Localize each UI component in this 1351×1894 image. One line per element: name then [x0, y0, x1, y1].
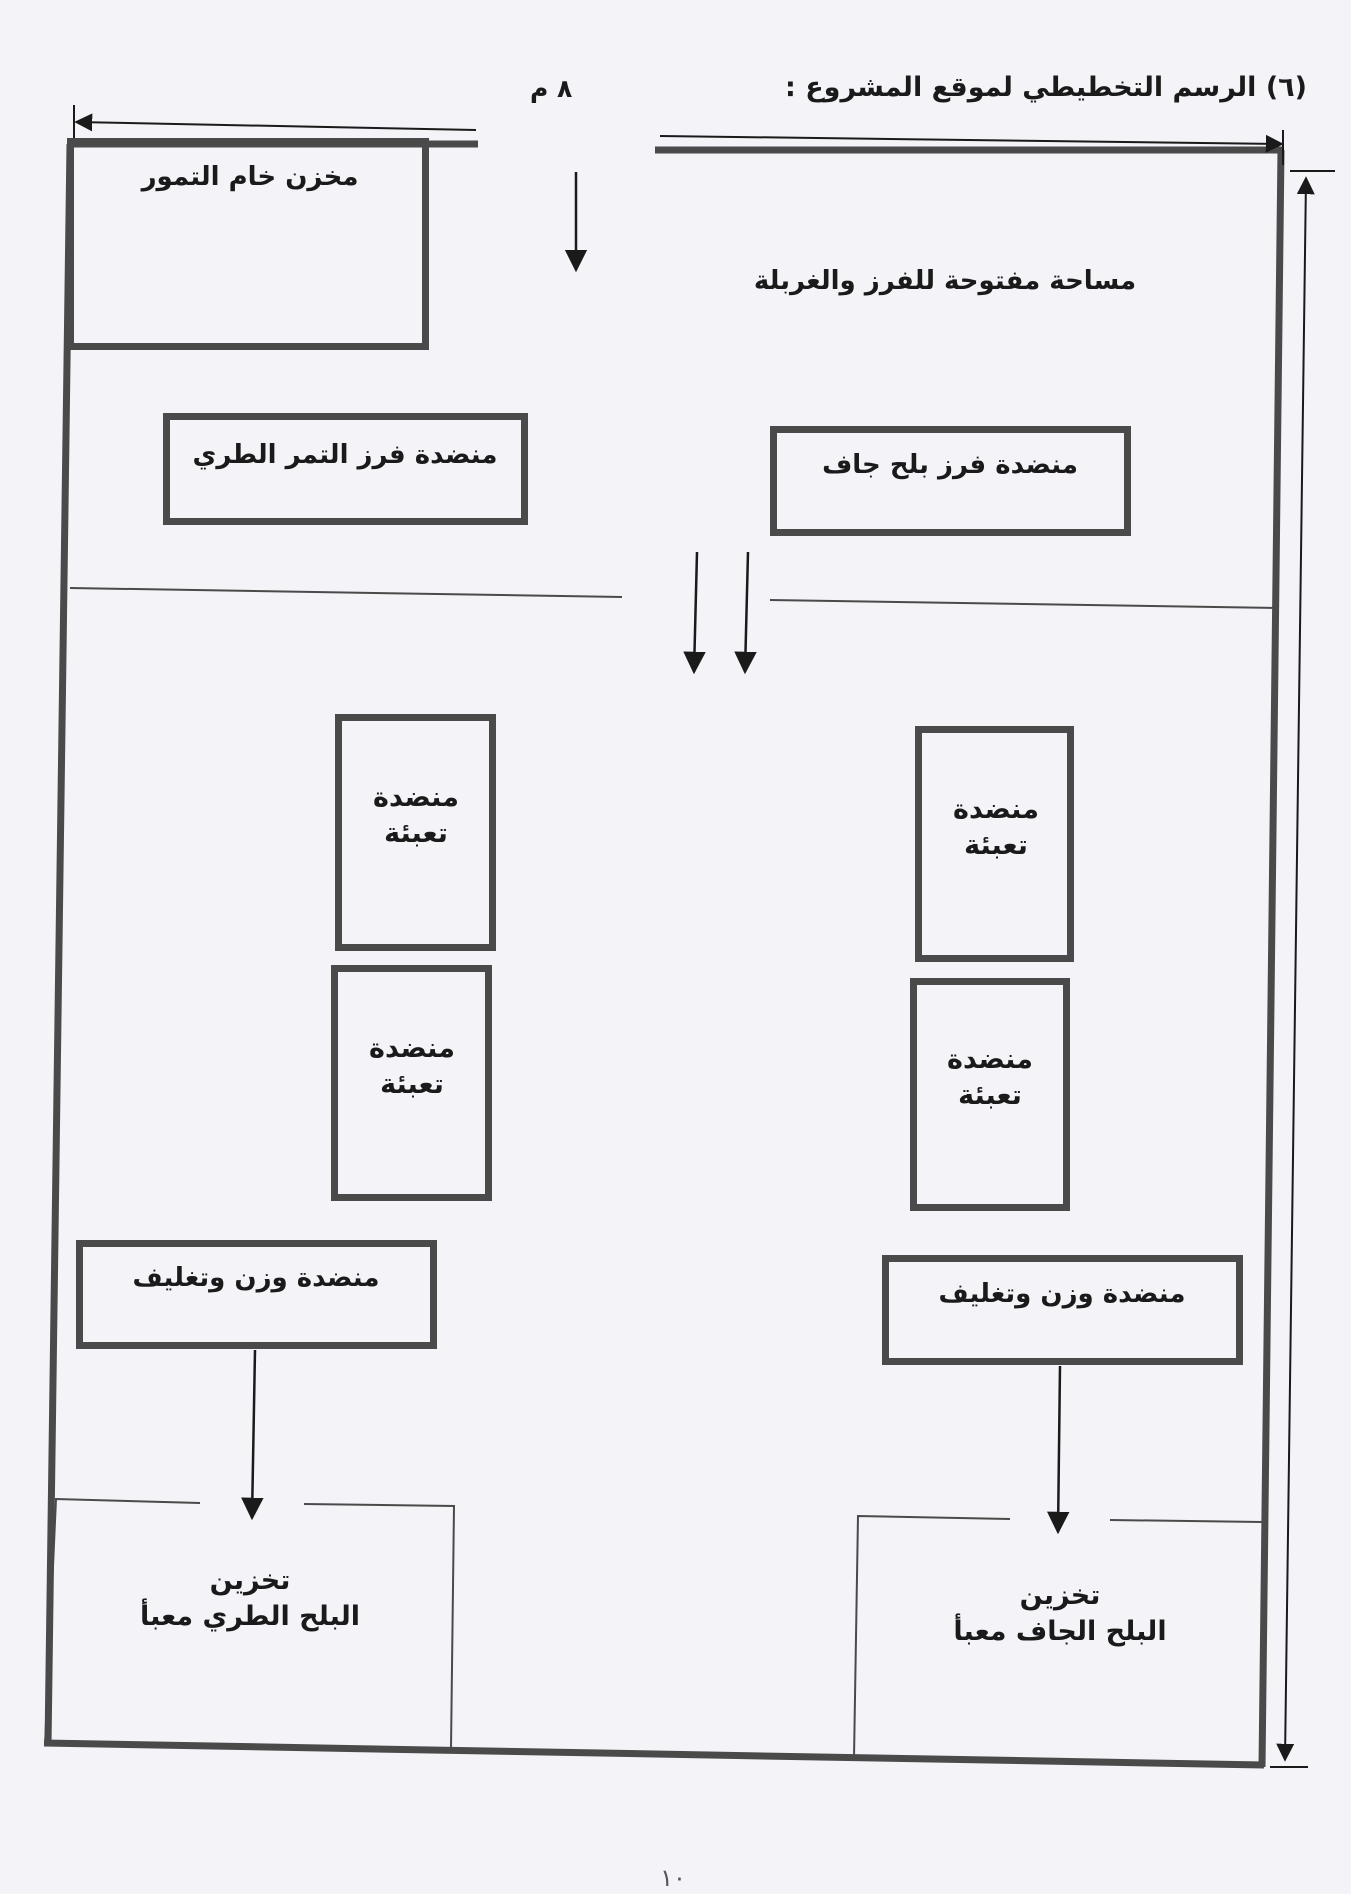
packing-label-right-2 [915, 1042, 1065, 1115]
raw-store-label: مخزن خام التمور [141, 162, 359, 192]
wet-storage-label [110, 1563, 390, 1636]
weigh-pack-label-left: منضدة وزن وتغليف [132, 1263, 380, 1293]
arrow-flow-left [694, 552, 697, 672]
wet-storage-line2: البلح الطري معبأ [139, 1601, 361, 1633]
wall-left [48, 144, 70, 1745]
diagram-title: (٦) الرسم التخطيطي لموقع المشروع : [785, 72, 1307, 103]
arrow-to-wet-storage [252, 1350, 255, 1518]
dry-storage-line1: تخزين [1019, 1580, 1101, 1611]
packing-label-left-1 [341, 780, 491, 853]
arrow-to-dry-storage [1058, 1366, 1060, 1532]
packing-line2: تعبئة [384, 818, 448, 850]
dry-sorting-label: منضدة فرز بلح جاف [822, 450, 1078, 480]
width-dimension-left [76, 122, 476, 130]
packing-label-left-2 [337, 1031, 487, 1104]
arrow-flow-right [745, 552, 748, 672]
packing-label-right-1 [921, 792, 1071, 865]
width-dimension-right [660, 136, 1282, 144]
packing-line2: تعبئة [958, 1080, 1022, 1112]
wall-right [1262, 150, 1281, 1767]
packing-line1: منضدة [953, 794, 1039, 825]
dry-storage-line2: البلح الجاف معبأ [953, 1616, 1167, 1648]
open-area-label: مساحة مفتوحة للفرز والغربلة [753, 266, 1137, 296]
weigh-pack-label-right: منضدة وزن وتغليف [938, 1279, 1186, 1309]
wet-storage-line1: تخزين [209, 1565, 291, 1596]
packing-line1: منضدة [947, 1044, 1033, 1075]
page-number: ١٠ [660, 1864, 686, 1892]
packing-line2: تعبئة [964, 830, 1028, 862]
width-label: ٨ م [530, 74, 573, 103]
dimension-lines [74, 105, 1335, 1767]
wall-bottom [44, 1743, 1264, 1765]
outer-walls [44, 144, 1284, 1767]
packing-line1: منضدة [369, 1033, 455, 1064]
packing-line2: تعبئة [380, 1069, 444, 1101]
height-dimension [1285, 178, 1306, 1760]
dry-storage-label [920, 1578, 1200, 1651]
wet-sorting-label: منضدة فرز التمر الطري [192, 440, 498, 470]
partition-line [70, 588, 1276, 608]
packing-line1: منضدة [373, 782, 459, 813]
